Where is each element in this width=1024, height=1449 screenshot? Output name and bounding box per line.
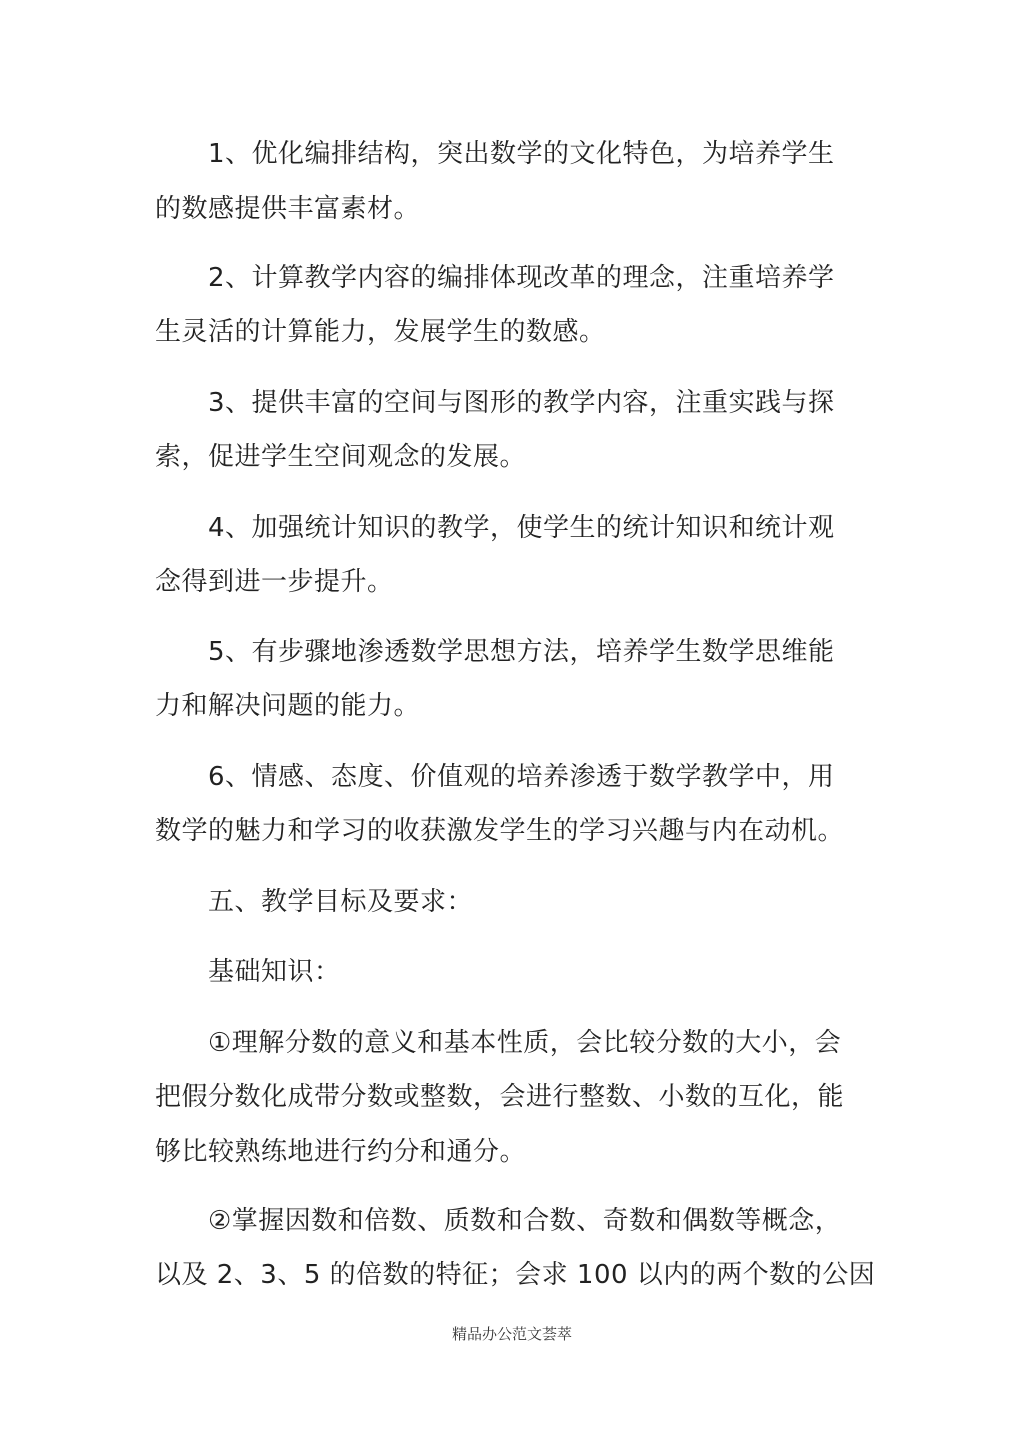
item-4-line-1: 4、加强统计知识的教学，使学生的统计知识和统计观: [208, 513, 835, 543]
objective-1-line-1: ①理解分数的意义和基本性质，会比较分数的大小，会: [208, 1028, 842, 1058]
item-4-line-2: 念得到进一步提升。: [155, 567, 394, 597]
objective-1-line-2: 把假分数化成带分数或整数，会进行整数、小数的互化，能: [155, 1082, 845, 1112]
item-6-line-2: 数学的魅力和学习的收获激发学生的学习兴趣与内在动机。: [155, 816, 845, 846]
section-heading: 五、教学目标及要求：: [208, 887, 474, 917]
item-1-line-1: 1、优化编排结构，突出数学的文化特色，为培养学生: [208, 139, 835, 169]
objective-1-line-3: 够比较熟练地进行约分和通分。: [155, 1137, 527, 1167]
objective-2-line-1: ②掌握因数和倍数、质数和合数、奇数和偶数等概念，: [208, 1206, 842, 1236]
item-5-line-1: 5、有步骤地渗透数学思想方法，培养学生数学思维能: [208, 637, 835, 667]
item-3-line-2: 索，促进学生空间观念的发展。: [155, 442, 527, 472]
subheading: 基础知识：: [208, 957, 341, 987]
item-3-line-1: 3、提供丰富的空间与图形的教学内容，注重实践与探: [208, 388, 835, 418]
objective-2-line-2: 以及 2、3、5 的倍数的特征；会求 100 以内的两个数的公因: [155, 1260, 876, 1290]
item-5-line-2: 力和解决问题的能力。: [155, 691, 421, 721]
item-6-line-1: 6、情感、态度、价值观的培养渗透于数学教学中，用: [208, 762, 835, 792]
item-2-line-1: 2、计算教学内容的编排体现改革的理念，注重培养学: [208, 263, 835, 293]
page-footer: 精品办公范文荟萃: [451, 1325, 572, 1343]
item-1-line-2: 的数感提供丰富素材。: [155, 194, 421, 224]
item-2-line-2: 生灵活的计算能力，发展学生的数感。: [155, 317, 606, 347]
